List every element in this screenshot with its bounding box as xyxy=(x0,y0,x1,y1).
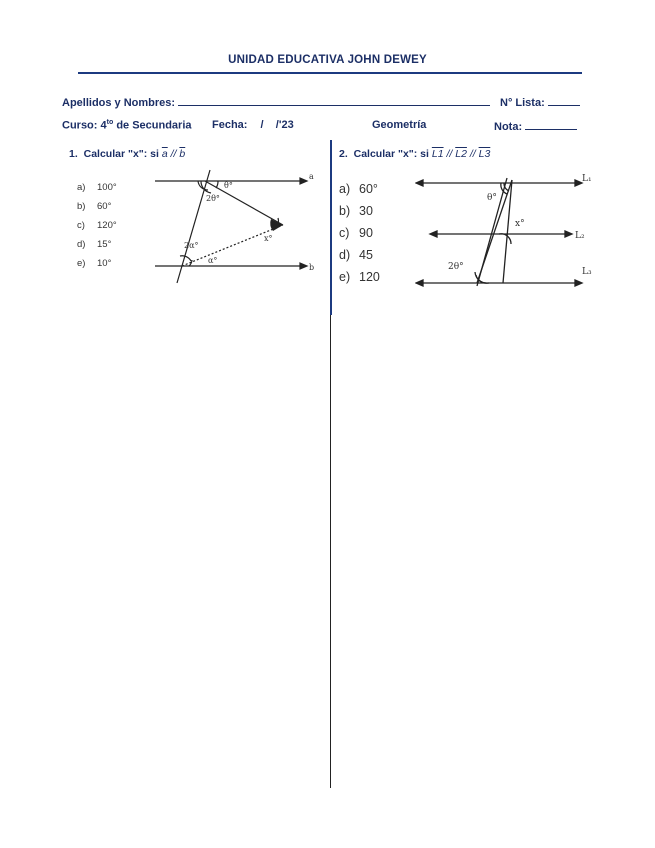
q1-options xyxy=(77,178,117,273)
q2-figure xyxy=(415,168,600,293)
header-rule xyxy=(78,72,582,74)
q1-option-e[interactable]: e) 10° xyxy=(77,258,112,269)
course-line xyxy=(62,119,192,132)
q2-sep-2: // xyxy=(469,148,476,160)
q1-label-b: b xyxy=(309,263,315,272)
course-rest: de Secundaria xyxy=(116,119,192,132)
column-divider-top xyxy=(330,140,332,315)
list-blank[interactable] xyxy=(548,95,580,106)
names-label: Apellidos y Nombres: xyxy=(62,97,176,109)
q2-arrow-l3-left xyxy=(416,280,423,286)
column-divider-bottom xyxy=(330,315,331,788)
q1-option-c[interactable]: c) 120° xyxy=(77,220,117,231)
q1-arrow-a xyxy=(300,178,307,184)
q2-option-d[interactable]: d) 45 xyxy=(339,248,373,262)
course-label: Curso: xyxy=(62,119,98,132)
q1-prefix: Calcular "x": si xyxy=(83,148,159,160)
q1-option-d[interactable]: d) 15° xyxy=(77,239,112,250)
q2-l3: L3 xyxy=(478,148,491,160)
q2-l1: L1 xyxy=(431,148,444,160)
q1-arrow-b xyxy=(300,263,307,269)
q2-label-L2: L₂ xyxy=(575,231,585,241)
grade-label: Nota: xyxy=(494,121,523,133)
q2-sep-1: // xyxy=(446,148,453,160)
course-num: 4 xyxy=(100,119,107,132)
date-line xyxy=(212,119,294,131)
q2-label-x: x° xyxy=(515,219,525,229)
q1-option-b[interactable]: b) 60° xyxy=(77,201,112,212)
q1-arc-2alpha xyxy=(180,256,191,261)
list-line xyxy=(500,95,580,109)
date-label: Fecha: xyxy=(212,119,248,131)
q1-label-2alpha: 2α° xyxy=(184,241,199,250)
q1-sep: // xyxy=(170,148,177,160)
q1-label-a: a xyxy=(309,172,314,181)
q2-option-b[interactable]: b) 30 xyxy=(339,204,373,218)
q1-label-2theta: 2θ° xyxy=(206,194,220,203)
q1-figure xyxy=(150,168,325,286)
q1-label-x: x° xyxy=(264,234,273,243)
names-blank[interactable] xyxy=(178,95,490,106)
q2-label-2theta: 2θ° xyxy=(448,262,464,272)
q2-arrow-l2-left xyxy=(430,231,437,237)
q1-vec-b: $\overline{b}$ xyxy=(179,148,186,160)
q2-title xyxy=(339,148,490,160)
q1-label-theta: θ° xyxy=(224,181,233,190)
q2-arc-x xyxy=(499,234,511,244)
q2-transversal-top xyxy=(503,180,512,283)
course-sup: to xyxy=(106,119,114,126)
date-value[interactable]: / /'23 xyxy=(260,119,294,131)
q2-arrow-l2-right xyxy=(565,231,572,237)
q1-number: 1. xyxy=(69,148,78,160)
q2-option-e[interactable]: e) 120 xyxy=(339,270,380,284)
q1-label-alpha: α° xyxy=(208,256,218,265)
subject: Geometría xyxy=(372,119,427,131)
q2-arrow-l1-right xyxy=(575,180,582,186)
q2-label-L1: L₁ xyxy=(582,174,592,184)
q2-option-c[interactable]: c) 90 xyxy=(339,226,373,240)
q1-option-a[interactable]: a) 100° xyxy=(77,182,117,193)
q2-arrow-l1-left xyxy=(416,180,423,186)
q2-option-a[interactable]: a) 60° xyxy=(339,182,378,196)
q2-options xyxy=(339,178,380,288)
grade-line xyxy=(494,119,577,133)
names-line xyxy=(62,95,490,109)
q2-label-theta: θ° xyxy=(487,193,497,203)
q1-arc-theta xyxy=(216,181,218,188)
q2-arrow-l3-right xyxy=(575,280,582,286)
q2-prefix: Calcular "x": si xyxy=(353,148,429,160)
q1-title xyxy=(69,148,185,160)
grade-blank[interactable] xyxy=(525,119,577,130)
school-name: UNIDAD EDUCATIVA JOHN DEWEY xyxy=(228,54,427,66)
q2-number: 2. xyxy=(339,148,348,160)
q1-vec-a: $\overline{a}$ xyxy=(161,148,168,160)
list-label: N° Lista: xyxy=(500,97,545,109)
q2-label-L3: L₃ xyxy=(582,267,592,277)
q2-l2: L2 xyxy=(455,148,467,160)
